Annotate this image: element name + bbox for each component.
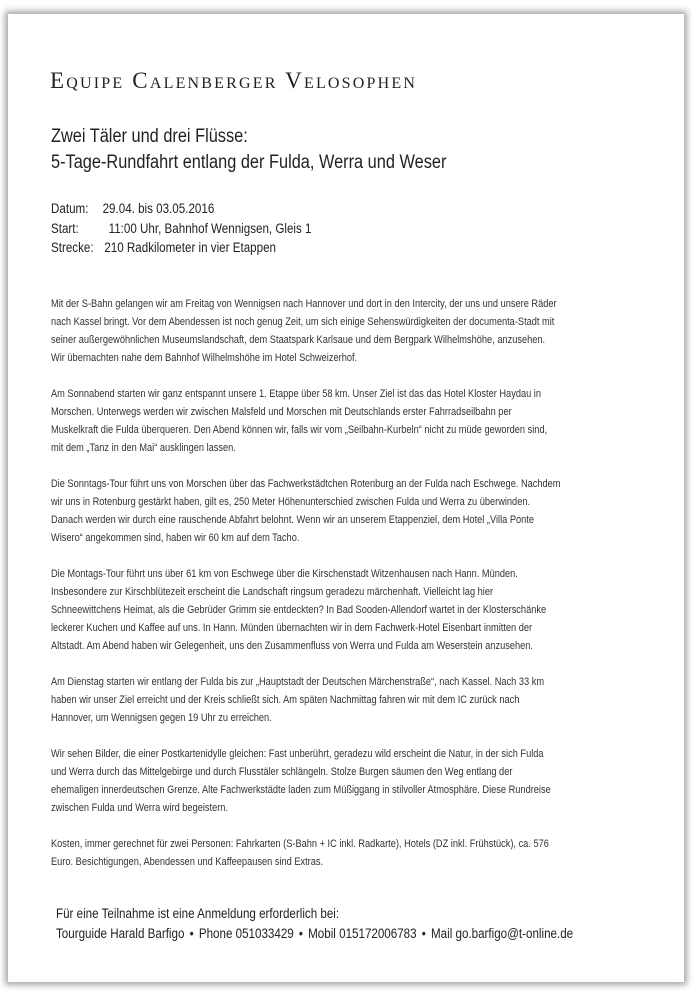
datum-label: Datum:: [51, 201, 89, 216]
text-line: Hannover, um Wennigsen gegen 19 Uhr zu erreichen.: [51, 712, 272, 724]
text-line: zwischen Fulda und Werra wird begeistern.: [51, 802, 229, 814]
paragraph-scenery: [51, 745, 639, 817]
datum-row: [51, 199, 311, 219]
tour-title-line-1: Zwei Täler und drei Flüsse:: [51, 126, 248, 147]
text-line: Wisero“ angekommen sind, haben wir 60 km auf dem Tacho.: [51, 532, 300, 544]
datum-value: 29.04. bis 03.05.2016: [102, 201, 215, 216]
tour-title-line-2: 5-Tage-Rundfahrt entlang der Fulda, Werra und Weser: [51, 152, 447, 173]
text-line: Wir sehen Bilder, die einer Postkartenidylle gleichen: Fast unberührt, geradezu wild erscheint die Natur, in der sich Fulda: [51, 748, 544, 760]
text-line: Mit der S-Bahn gelangen wir am Freitag von Wennigsen nach Hannover und dort in den Intercity, der uns und unsere Räder: [51, 298, 557, 310]
text-line: Euro. Besichtigungen, Abendessen und Kaffeepausen sind Extras.: [51, 856, 324, 868]
text-line: mit dem „Tanz in den Mai“ ausklingen lassen.: [51, 442, 236, 454]
separator-bullet: •: [421, 926, 426, 941]
paragraph-sunday: [51, 475, 639, 547]
text-line: ehemaligen innerdeutschen Grenze. Alte Fachwerkstädte laden zum Müßiggang in stilvoller Atmosphäre. Diese Rundreise: [51, 784, 551, 796]
email-address: Mail go.barfigo@t-online.de: [430, 926, 574, 941]
text-line: Die Montags-Tour führt uns über 61 km von Eschwege über die Kirschenstadt Witzenhausen nach Hann. Münden.: [51, 568, 518, 580]
text-line: Danach werden wir durch eine rauschende Abfahrt belohnt. Wenn wir an unserem Etappenziel, dem Hotel „Villa Ponte: [51, 514, 534, 526]
text-line: Insbesondere zur Kirschblütezeit erscheint die Landschaft ringsum geradezu märchenhaft. Vielleicht lag hier: [51, 586, 494, 598]
text-line: Morschen. Unterwegs werden wir zwischen Malsfeld und Morschen mit Deutschlands erster Fahrradseilbahn per: [51, 406, 512, 418]
phone-number: Phone 051033429: [198, 926, 294, 941]
signup-block: [56, 904, 573, 944]
paragraph-arrival: [51, 295, 639, 367]
text-line: seiner außergewöhnlichen Museumslandschaft, dem Staatspark Karlsaue und dem Bergpark Wilhelmshöhe, anzusehen.: [51, 334, 546, 346]
text-line: Schneewittchens Heimat, als die Gebrüder Grimm sie entdeckten? In Bad Sooden-Allendorf wartet in der Klosterschänke: [51, 604, 547, 616]
guide-name: Tourguide Harald Barfigo: [56, 926, 185, 941]
text-line: Kosten, immer gerechnet für zwei Personen: Fahrkarten (S-Bahn + IC inkl. Radkarte), Hotels (DZ inkl. Frühstück), ca. 576: [51, 838, 549, 850]
text-line: und Werra durch das Mittelgebirge und durch Flusstäler schlängeln. Stolze Burgen säumen den Weg entlang der: [51, 766, 513, 778]
text-line: Am Sonnabend starten wir ganz entspannt unsere 1. Etappe über 58 km. Unser Ziel ist das das Hotel Kloster Haydau in: [51, 388, 541, 400]
strecke-row: [51, 238, 311, 258]
tour-details: [51, 199, 311, 258]
start-value: 11:00 Uhr, Bahnhof Wennigsen, Gleis 1: [108, 220, 312, 236]
document-page: [8, 14, 684, 982]
signup-intro: Für eine Teilnahme ist eine Anmeldung erforderlich bei:: [56, 906, 340, 921]
start-row: [51, 219, 311, 239]
strecke-label: Strecke:: [51, 240, 94, 255]
paragraph-tuesday: [51, 673, 639, 727]
separator-bullet: •: [189, 926, 194, 941]
text-line: Wir übernachten nahe dem Bahnhof Wilhelmshöhe im Hotel Schweizerhof.: [51, 352, 358, 364]
strecke-value: 210 Radkilometer in vier Etappen: [104, 240, 276, 255]
paragraph-monday: [51, 565, 639, 655]
separator-bullet: •: [298, 926, 303, 941]
text-line: Altstadt. Am Abend haben wir Gelegenheit, uns den Zusammenfluss von Werra und Fulda am Weserstein anzusehen.: [51, 640, 533, 652]
body-text: [51, 295, 639, 889]
text-line: nach Kassel bringt. Vor dem Abendessen ist noch genug Zeit, um sich einige Sehenswürdigkeiten der documenta-Stadt mit: [51, 316, 555, 328]
text-line: haben wir unser Ziel erreicht und der Kreis schließt sich. Am späten Nachmittag fahren wir mit dem IC zurück nach: [51, 694, 520, 706]
text-line: Die Sonntags-Tour führt uns von Morschen über das Fachwerkstädtchen Rotenburg an der Fulda nach Eschwege. Nachdem: [51, 478, 561, 490]
paragraph-saturday: [51, 385, 639, 457]
text-line: Muskelkraft die Fulda überqueren. Den Abend können wir, falls wir vom „Seilbahn-Kurbeln“ nicht zu müde geworden sind,: [51, 424, 548, 436]
contact-line: [56, 924, 573, 944]
text-line: wir uns in Rotenburg gestärkt haben, gilt es, 250 Meter Höhenunterschied zwischen Fulda und Werra zu überwinden.: [51, 496, 531, 508]
start-label: Start:: [51, 220, 79, 236]
text-line: leckerer Kuchen und Kaffee auf uns. In Hann. Münden übernachten wir in dem Fachwerk-Hotel Eisenbart inmitten der: [51, 622, 533, 634]
paragraph-costs: [51, 835, 639, 871]
tour-title: [51, 124, 446, 176]
brand-heading: Equipe Calenberger Velosophen: [50, 68, 418, 93]
text-line: Am Dienstag starten wir entlang der Fulda bis zur „Hauptstadt der Deutschen Märchenstraße“, nach Kassel. Nach 33 km: [51, 676, 545, 688]
mobile-number: Mobil 015172006783: [308, 926, 417, 941]
